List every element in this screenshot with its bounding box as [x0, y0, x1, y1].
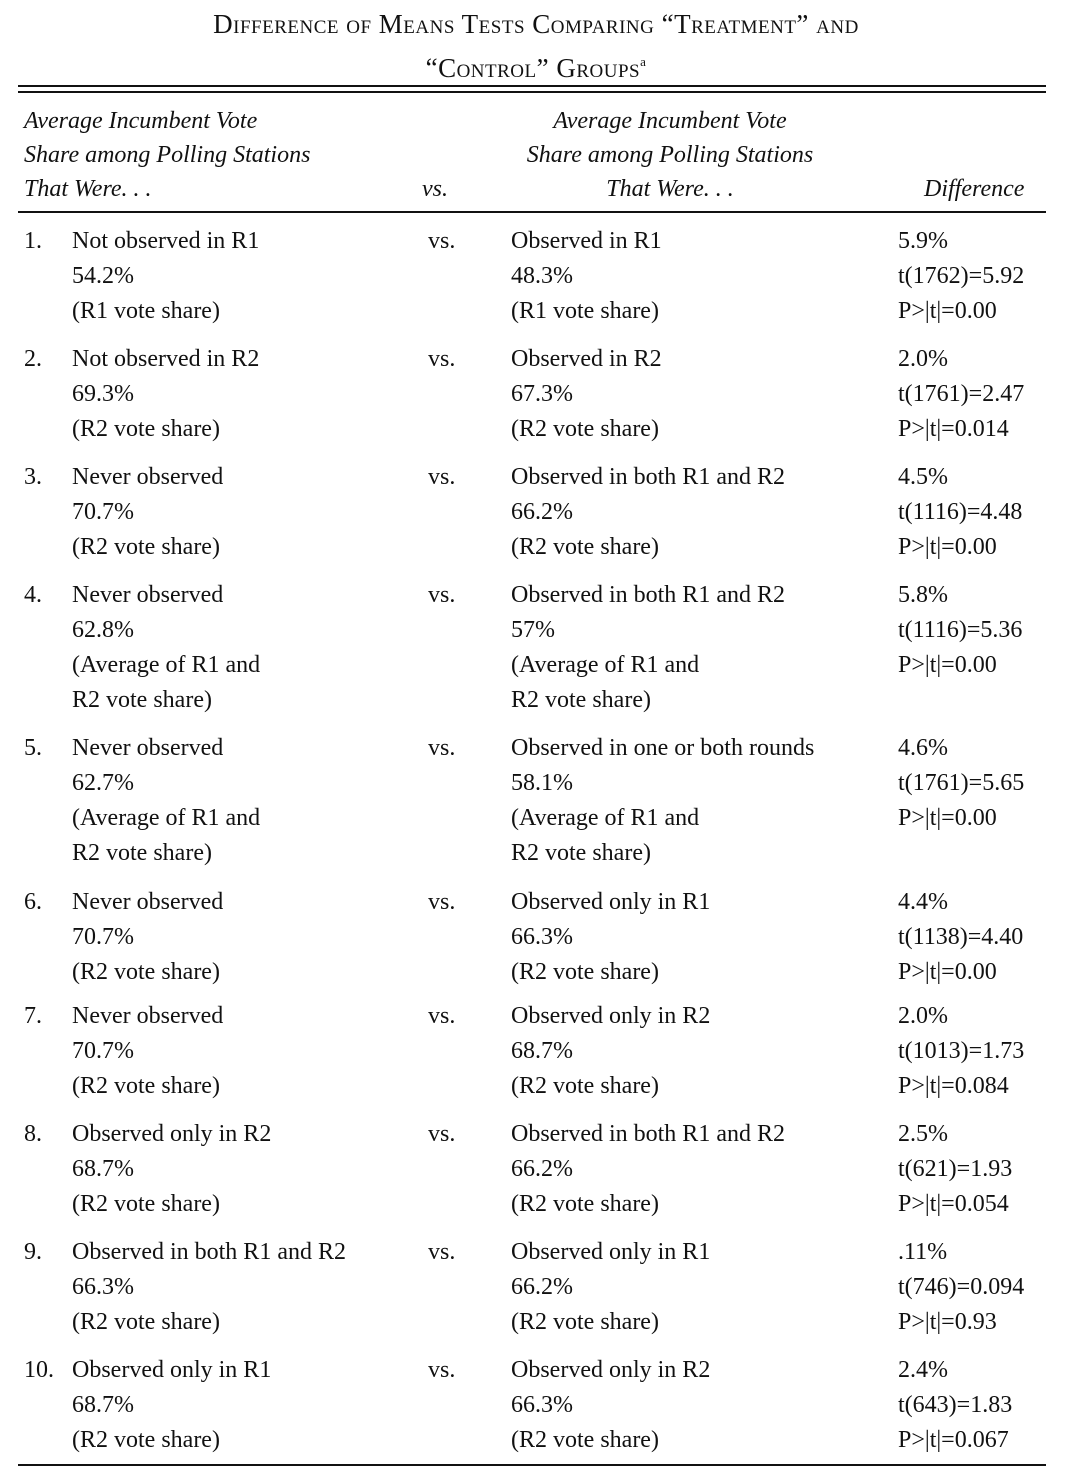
- right-group-cell-line: (R1 vote share): [511, 298, 659, 324]
- left-group-cell-line: Observed only in R2: [72, 1121, 272, 1147]
- row-number: 9.: [24, 1239, 42, 1265]
- right-group-cell-line: (R2 vote share): [511, 1073, 659, 1099]
- difference-cell-line: P>|t|=0.00: [898, 805, 997, 831]
- right-group-cell: [511, 224, 901, 329]
- left-group-cell-line: Never observed: [72, 464, 224, 490]
- left-group-cell: [72, 224, 432, 329]
- right-group-cell-line: 48.3%: [511, 263, 573, 289]
- difference-cell-line: 5.8%: [898, 582, 948, 608]
- right-group-cell-line: 57%: [511, 617, 555, 643]
- right-group-cell-line: 66.3%: [511, 1392, 573, 1418]
- left-group-cell-line: Not observed in R1: [72, 228, 260, 254]
- difference-cell-line: P>|t|=0.067: [898, 1427, 1009, 1453]
- row-number: 10.: [24, 1357, 54, 1383]
- difference-cell: [898, 578, 1068, 683]
- left-group-cell-line: R2 vote share): [72, 840, 212, 866]
- left-group-cell-line: 69.3%: [72, 381, 134, 407]
- left-group-cell-line: 62.7%: [72, 770, 134, 796]
- left-group-cell-line: Never observed: [72, 1003, 224, 1029]
- difference-cell-line: 2.4%: [898, 1357, 948, 1383]
- vs-label: vs.: [428, 464, 456, 490]
- header-difference: Difference: [924, 176, 1025, 202]
- bottom-rule: [18, 1464, 1046, 1466]
- difference-cell-line: t(643)=1.83: [898, 1392, 1013, 1418]
- left-group-cell-line: (Average of R1 and: [72, 805, 261, 831]
- right-group-cell-line: Observed in both R1 and R2: [511, 464, 785, 490]
- vs-label: vs.: [428, 1239, 456, 1265]
- difference-cell-line: t(621)=1.93: [898, 1156, 1013, 1182]
- difference-cell: [898, 460, 1068, 565]
- difference-cell: [898, 342, 1068, 447]
- table-title-line-2-text: “Control” Groups: [425, 53, 641, 83]
- difference-cell-line: P>|t|=0.054: [898, 1191, 1009, 1217]
- right-group-cell-line: 66.2%: [511, 499, 573, 525]
- row-number: 3.: [24, 464, 42, 490]
- right-group-cell: [511, 342, 901, 447]
- right-group-cell-line: Observed in both R1 and R2: [511, 1121, 785, 1147]
- top-rule-thick: [18, 85, 1046, 87]
- header-right-line: Share among Polling Stations: [526, 142, 814, 168]
- left-group-cell-line: (R2 vote share): [72, 534, 220, 560]
- vs-label: vs.: [428, 228, 456, 254]
- vs-label: vs.: [428, 582, 456, 608]
- right-group-cell-line: 58.1%: [511, 770, 573, 796]
- left-group-cell-line: 62.8%: [72, 617, 134, 643]
- left-group-cell-line: 70.7%: [72, 924, 134, 950]
- left-group-cell-line: Observed in both R1 and R2: [72, 1239, 346, 1265]
- header-right: [480, 104, 860, 206]
- left-group-cell-line: Never observed: [72, 735, 224, 761]
- left-group-cell-line: Never observed: [72, 889, 224, 915]
- right-group-cell-line: (R2 vote share): [511, 1427, 659, 1453]
- right-group-cell: [511, 460, 901, 565]
- right-group-cell-line: (R2 vote share): [511, 416, 659, 442]
- header-left-line: That Were. . .: [24, 176, 152, 202]
- right-group-cell-line: (R2 vote share): [511, 1191, 659, 1217]
- difference-cell: [898, 885, 1068, 990]
- right-group-cell-line: (Average of R1 and: [511, 805, 700, 831]
- difference-cell: [898, 1235, 1068, 1340]
- difference-cell-line: t(746)=0.094: [898, 1274, 1025, 1300]
- right-group-cell: [511, 731, 901, 871]
- left-group-cell: [72, 999, 432, 1104]
- left-group-cell-line: (R1 vote share): [72, 298, 220, 324]
- difference-cell-line: 4.5%: [898, 464, 948, 490]
- right-group-cell-line: Observed in R1: [511, 228, 662, 254]
- right-group-cell-line: 68.7%: [511, 1038, 573, 1064]
- left-group-cell-line: Never observed: [72, 582, 224, 608]
- header-left-line: Average Incumbent Vote: [24, 108, 258, 134]
- vs-label: vs.: [428, 889, 456, 915]
- difference-cell-line: P>|t|=0.00: [898, 652, 997, 678]
- left-group-cell-line: (R2 vote share): [72, 959, 220, 985]
- row-number: 8.: [24, 1121, 42, 1147]
- vs-label: vs.: [428, 1357, 456, 1383]
- left-group-cell-line: 70.7%: [72, 1038, 134, 1064]
- difference-cell-line: P>|t|=0.00: [898, 534, 997, 560]
- difference-cell-line: P>|t|=0.93: [898, 1309, 997, 1335]
- difference-cell-line: 5.9%: [898, 228, 948, 254]
- right-group-cell: [511, 1353, 901, 1458]
- header-right-line: That Were. . .: [606, 176, 734, 202]
- right-group-cell-line: 67.3%: [511, 381, 573, 407]
- difference-cell-line: t(1116)=4.48: [898, 499, 1023, 525]
- difference-cell: [898, 224, 1068, 329]
- left-group-cell: [72, 731, 432, 871]
- left-group-cell: [72, 342, 432, 447]
- difference-cell-line: P>|t|=0.014: [898, 416, 1009, 442]
- right-group-cell: [511, 578, 901, 718]
- difference-cell-line: P>|t|=0.00: [898, 298, 997, 324]
- left-group-cell: [72, 578, 432, 718]
- left-group-cell-line: Not observed in R2: [72, 346, 260, 372]
- difference-cell: [898, 731, 1068, 836]
- right-group-cell-line: 66.2%: [511, 1156, 573, 1182]
- header-rule: [18, 211, 1046, 213]
- left-group-cell-line: 70.7%: [72, 499, 134, 525]
- right-group-cell: [511, 1235, 901, 1340]
- table-title-line-2: [0, 44, 1072, 86]
- right-group-cell-line: Observed in one or both rounds: [511, 735, 815, 761]
- table-title-line-1: Difference of Means Tests Comparing “Treatment” and: [213, 9, 859, 39]
- right-group-cell-line: R2 vote share): [511, 840, 651, 866]
- vs-label: vs.: [428, 735, 456, 761]
- header-vs: vs.: [422, 176, 448, 202]
- right-group-cell-line: R2 vote share): [511, 687, 651, 713]
- right-group-cell-line: (Average of R1 and: [511, 652, 700, 678]
- vs-label: vs.: [428, 1121, 456, 1147]
- row-number: 5.: [24, 735, 42, 761]
- footnote-marker: a: [640, 54, 647, 69]
- left-group-cell-line: R2 vote share): [72, 687, 212, 713]
- difference-cell-line: 2.0%: [898, 1003, 948, 1029]
- right-group-cell-line: Observed only in R2: [511, 1357, 711, 1383]
- difference-cell: [898, 1117, 1068, 1222]
- vs-label: vs.: [428, 346, 456, 372]
- difference-cell-line: t(1762)=5.92: [898, 263, 1025, 289]
- left-group-cell-line: Observed only in R1: [72, 1357, 272, 1383]
- header-right-line: Average Incumbent Vote: [553, 108, 787, 134]
- difference-cell-line: 2.5%: [898, 1121, 948, 1147]
- left-group-cell: [72, 1235, 432, 1340]
- header-left: [24, 104, 384, 206]
- difference-cell: [898, 999, 1068, 1104]
- row-number: 7.: [24, 1003, 42, 1029]
- difference-cell-line: t(1761)=5.65: [898, 770, 1025, 796]
- difference-cell-line: .11%: [898, 1239, 948, 1265]
- right-group-cell-line: (R2 vote share): [511, 1309, 659, 1335]
- difference-cell-line: 2.0%: [898, 346, 948, 372]
- right-group-cell-line: (R2 vote share): [511, 534, 659, 560]
- left-group-cell-line: 68.7%: [72, 1392, 134, 1418]
- left-group-cell-line: (R2 vote share): [72, 1073, 220, 1099]
- left-group-cell-line: (Average of R1 and: [72, 652, 261, 678]
- left-group-cell-line: 54.2%: [72, 263, 134, 289]
- left-group-cell-line: 68.7%: [72, 1156, 134, 1182]
- vs-label: vs.: [428, 1003, 456, 1029]
- top-rule-thin: [18, 91, 1046, 93]
- right-group-cell-line: (R2 vote share): [511, 959, 659, 985]
- difference-cell-line: P>|t|=0.084: [898, 1073, 1009, 1099]
- difference-cell-line: t(1761)=2.47: [898, 381, 1025, 407]
- left-group-cell-line: 66.3%: [72, 1274, 134, 1300]
- right-group-cell-line: Observed in R2: [511, 346, 662, 372]
- left-group-cell-line: (R2 vote share): [72, 1309, 220, 1335]
- right-group-cell-line: Observed in both R1 and R2: [511, 582, 785, 608]
- left-group-cell: [72, 1353, 432, 1458]
- difference-cell-line: 4.4%: [898, 889, 948, 915]
- right-group-cell: [511, 999, 901, 1104]
- row-number: 2.: [24, 346, 42, 372]
- right-group-cell-line: Observed only in R1: [511, 1239, 711, 1265]
- right-group-cell-line: Observed only in R2: [511, 1003, 711, 1029]
- row-number: 4.: [24, 582, 42, 608]
- left-group-cell-line: (R2 vote share): [72, 1191, 220, 1217]
- difference-cell: [898, 1353, 1068, 1458]
- left-group-cell: [72, 885, 432, 990]
- left-group-cell: [72, 460, 432, 565]
- difference-cell-line: t(1116)=5.36: [898, 617, 1023, 643]
- right-group-cell-line: Observed only in R1: [511, 889, 711, 915]
- difference-cell-line: t(1138)=4.40: [898, 924, 1024, 950]
- row-number: 1.: [24, 228, 42, 254]
- right-group-cell: [511, 885, 901, 990]
- left-group-cell-line: (R2 vote share): [72, 416, 220, 442]
- right-group-cell-line: 66.3%: [511, 924, 573, 950]
- left-group-cell-line: (R2 vote share): [72, 1427, 220, 1453]
- left-group-cell: [72, 1117, 432, 1222]
- header-left-line: Share among Polling Stations: [24, 142, 311, 168]
- right-group-cell: [511, 1117, 901, 1222]
- difference-cell-line: t(1013)=1.73: [898, 1038, 1025, 1064]
- difference-cell-line: 4.6%: [898, 735, 948, 761]
- difference-cell-line: P>|t|=0.00: [898, 959, 997, 985]
- right-group-cell-line: 66.2%: [511, 1274, 573, 1300]
- row-number: 6.: [24, 889, 42, 915]
